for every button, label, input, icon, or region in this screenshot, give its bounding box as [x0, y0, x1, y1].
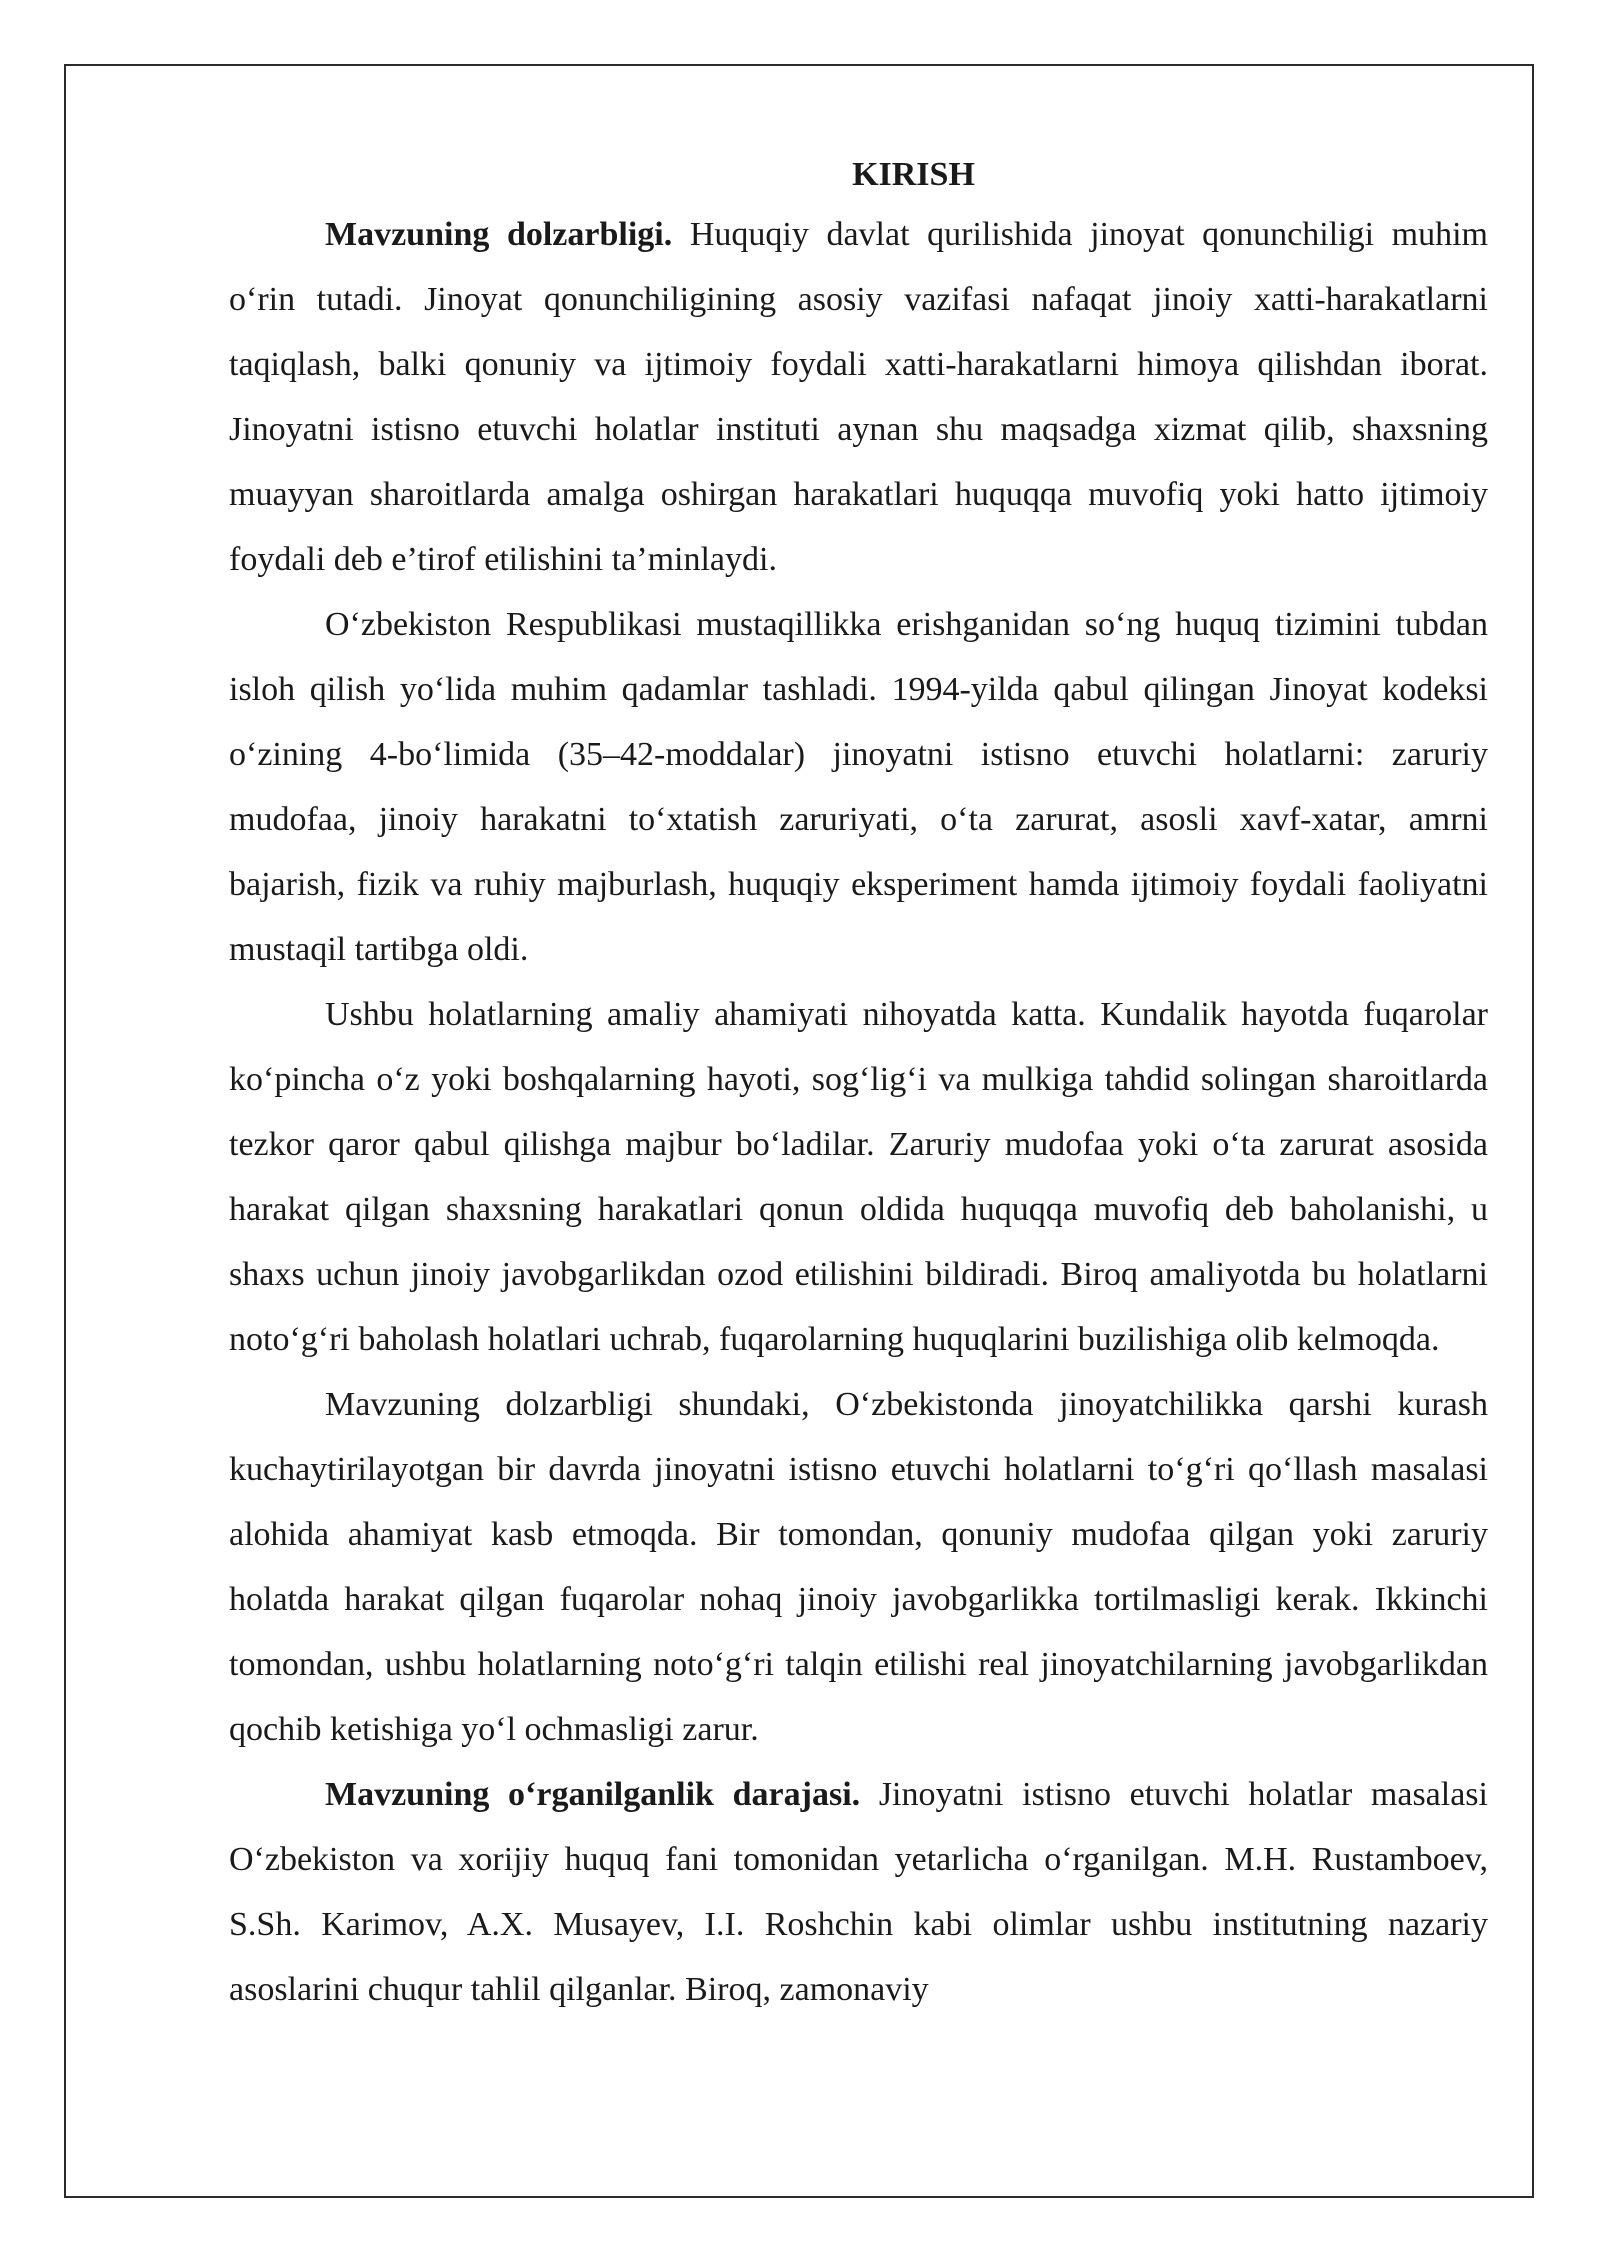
section-title: KIRISH	[852, 156, 975, 193]
document-body	[229, 148, 1488, 2022]
paragraph-lead: Mavzuning dolzarbligi.	[325, 216, 673, 253]
paragraph-lead: Mavzuning o‘rganilganlik darajasi.	[325, 1776, 861, 1813]
paragraph-independence	[229, 592, 1488, 982]
paragraph-text: Mavzuning dolzarbligi shundaki, O‘zbekistonda jinoyatchilikka qarshi kurash kuchaytirilayotgan bir davrda jinoyatni istisno etuvchi holatlarni to‘g‘ri qo‘llash masalasi alohida ahamiyat kasb etmoqda. Bir tomondan, qonuniy mudofaa qilgan yoki zaruriy holatda harakat qilgan fuqarolar nohaq jinoiy javobgarlikka tortilmasligi kerak. Ikkinchi tomondan, ushbu holatlarning noto‘g‘ri talqin etilishi real jinoyatchilarning javobgarlikdan qochib ketishiga yo‘l ochmasligi zarur.	[229, 1386, 1488, 1748]
paragraph-text: O‘zbekiston Respublikasi mustaqillikka erishganidan so‘ng huquq tizimini tubdan isloh qilish yo‘lida muhim qadamlar tashladi. 1994-yilda qabul qilingan Jinoyat kodeksi o‘zining 4-bo‘limida (35–42-moddalar) jinoyatni istisno etuvchi holatlarni: zaruriy mudofaa, jinoiy harakatni to‘xtatish zaruriyati, o‘ta zarurat, asosli xavf-xatar, amrni bajarish, fizik va ruhiy majburlash, huquqiy eksperiment hamda ijtimoiy foydali faoliyatni mustaqil tartibga oldi.	[229, 606, 1488, 968]
paragraph-text: Ushbu holatlarning amaliy ahamiyati nihoyatda katta. Kundalik hayotda fuqarolar ko‘pincha o‘z yoki boshqalarning hayoti, sog‘lig‘i va mulkiga tahdid solingan sharoitlarda tezkor qaror qabul qilishga majbur bo‘ladilar. Zaruriy mudofaa yoki o‘ta zarurat asosida harakat qilgan shaxsning harakatlari qonun oldida huquqqa muvofiq deb baholanishi, u shaxs uchun jinoiy javobgarlikdan ozod etilishini bildiradi. Biroq amaliyotda bu holatlarni noto‘g‘ri baholash holatlari uchrab, fuqarolarning huquqlarini buzilishiga olib kelmoqda.	[229, 996, 1488, 1358]
paragraph-study-level	[229, 1762, 1488, 2022]
paragraph-text: Jinoyatni istisno etuvchi holatlar masalasi O‘zbekiston va xorijiy huquq fani tomonidan yetarlicha o‘rganilgan. M.H. Rustamboev, S.Sh. Karimov, A.X. Musayev, I.I. Roshchin kabi olimlar ushbu institutning nazariy asoslarini chuqur tahlil qilganlar. Biroq, zamonaviy	[229, 1776, 1488, 2008]
paragraph-text: Huquqiy davlat qurilishida jinoyat qonunchiligi muhim o‘rin tutadi. Jinoyat qonunchiligining asosiy vazifasi nafaqat jinoiy xatti-harakatlarni taqiqlash, balki qonuniy va ijtimoiy foydali xatti-harakatlarni himoya qilishdan iborat. Jinoyatni istisno etuvchi holatlar instituti aynan shu maqsadga xizmat qilib, shaxsning muayyan sharoitlarda amalga oshirgan harakatlari huquqqa muvofiq yoki hatto ijtimoiy foydali deb e’tirof etilishini ta’minlaydi.	[229, 216, 1489, 578]
paragraph-relevance	[229, 202, 1488, 592]
paragraph-practical-importance	[229, 982, 1488, 1372]
paragraph-relevance-detail	[229, 1372, 1488, 1762]
